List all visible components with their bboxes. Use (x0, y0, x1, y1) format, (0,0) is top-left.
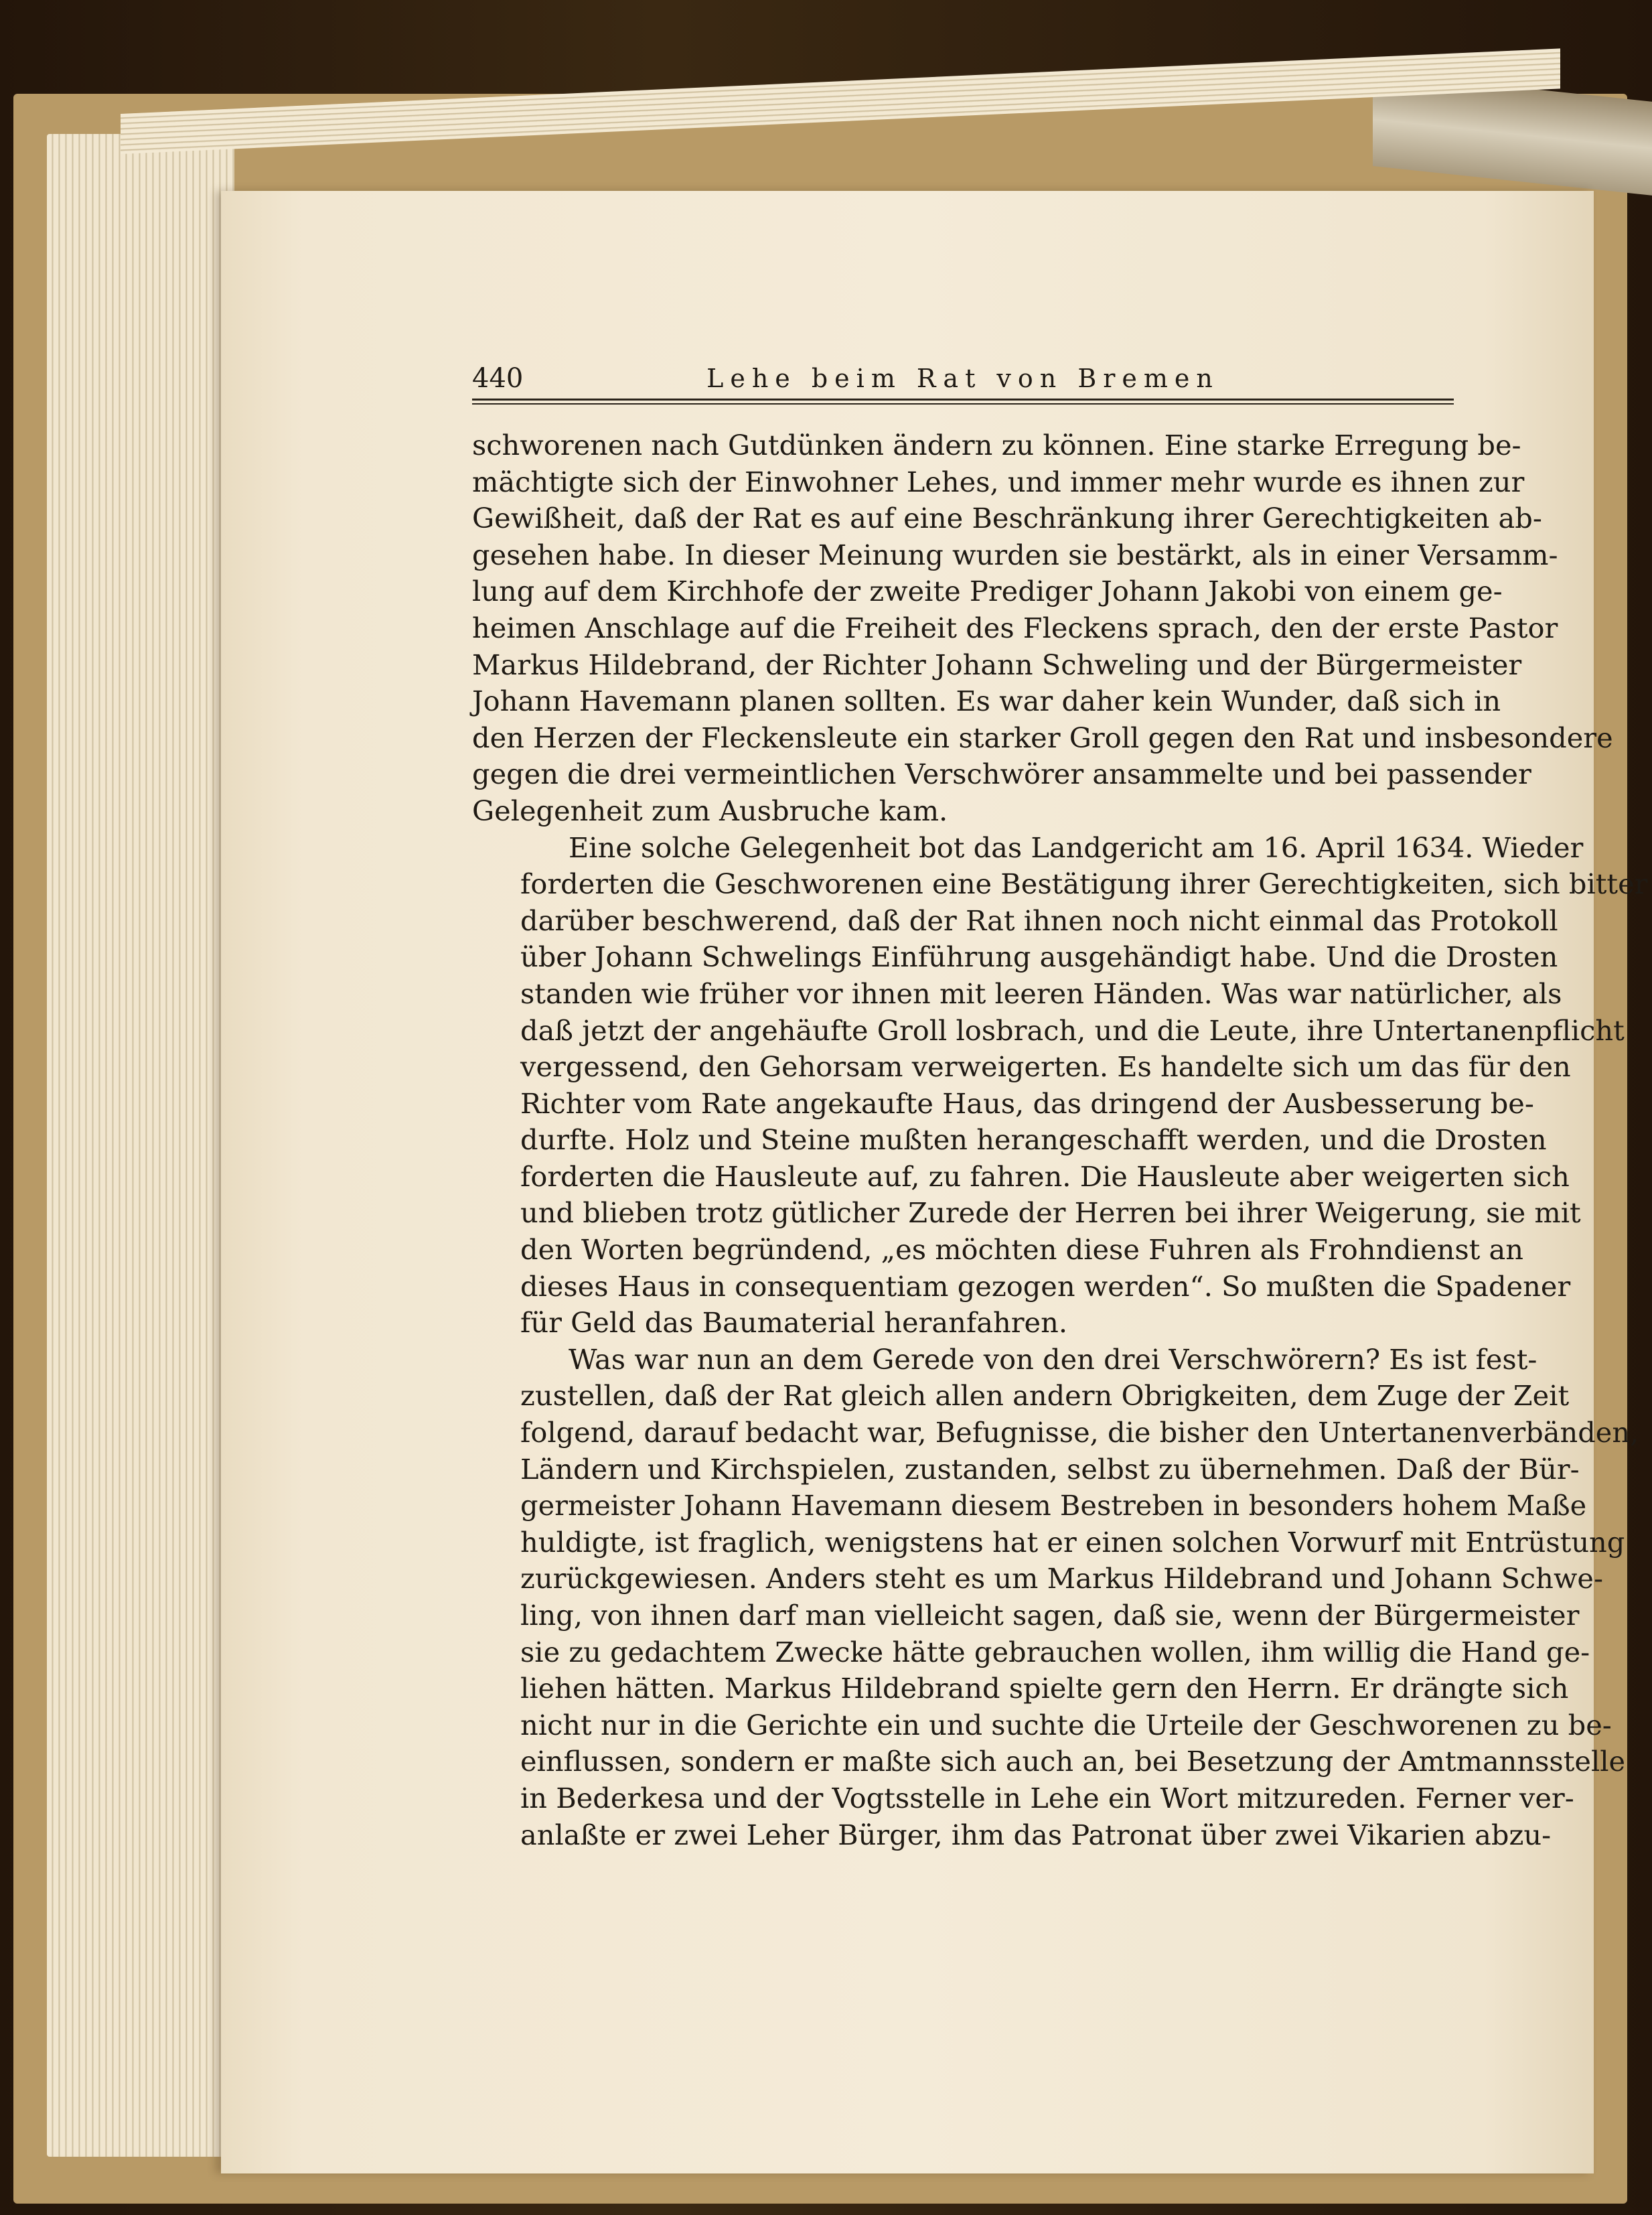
text-line: mächtigte sich der Einwohner Lehes, und immer mehr wurde es ihnen zur (472, 465, 1525, 498)
text-line: lung auf dem Kirchhofe der zweite Prediger Johann Jakobi von einem ge- (472, 575, 1503, 608)
text-line: anlaßte er zwei Leher Bürger, ihm das Patronat über zwei Vikarien abzu- (520, 1818, 1552, 1851)
text-line: Ländern und Kirchspielen, zustanden, selbst zu übernehmen. Daß der Bür- (520, 1452, 1580, 1486)
text-line: sie zu gedachtem Zwecke hätte gebrauchen wollen, ihm willig die Hand ge- (520, 1635, 1590, 1668)
text-line: huldigte, ist fraglich, wenigstens hat er einen solchen Vorwurf mit Entrüstung (520, 1525, 1625, 1559)
text-line: germeister Johann Havemann diesem Bestreben in besonders hohem Maße (520, 1489, 1587, 1522)
text-line: in Bederkesa und der Vogtsstelle in Lehe ein Wort mitzureden. Ferner ver- (520, 1781, 1574, 1814)
paragraph-3 (472, 1342, 1639, 1853)
running-title: Lehe beim Rat von Bremen (706, 364, 1219, 393)
text-line: Markus Hildebrand, der Richter Johann Schweling und der Bürgermeister (472, 648, 1522, 681)
text-line: durfte. Holz und Steine mußten herangeschafft werden, und die Drosten (520, 1123, 1547, 1157)
text-line: ling, von ihnen darf man vielleicht sagen, daß sie, wenn der Bürgermeister (520, 1599, 1580, 1632)
text-line: für Geld das Baumaterial heranfahren. (520, 1306, 1068, 1340)
text-line: folgend, darauf bedacht war, Befugnisse, die bisher den Untertanenverbänden, (520, 1416, 1639, 1449)
text-line: heimen Anschlage auf die Freiheit des Fleckens sprach, den der erste Pastor (472, 611, 1558, 644)
text-line: Was war nun an dem Gerede von den drei Verschwörern? Es ist fest- (569, 1342, 1537, 1376)
text-line: schworenen nach Gutdünken ändern zu können. Eine starke Erregung be- (472, 429, 1521, 461)
page-edges (47, 134, 234, 2157)
paragraph-2 (472, 830, 1648, 1342)
text-line: und blieben trotz gütlicher Zurede der Herren bei ihrer Weigerung, sie mit (520, 1196, 1581, 1230)
text-line: standen wie früher vor ihnen mit leeren Händen. Was war natürlicher, als (520, 977, 1562, 1010)
text-line: zurückgewiesen. Anders steht es um Markus Hildebrand und Johann Schwe- (520, 1562, 1603, 1595)
text-line: über Johann Schwelings Einführung ausgehändigt habe. Und die Drosten (520, 940, 1558, 974)
text-line: forderten die Geschworenen eine Bestätigung ihrer Gerechtigkeiten, sich bitter (520, 867, 1648, 901)
body-text (472, 427, 1648, 1853)
running-head (472, 358, 1454, 401)
text-line: nicht nur in die Gerichte ein und suchte die Urteile der Geschworenen zu be- (520, 1708, 1612, 1741)
text-line: vergessend, den Gehorsam verweigerten. Es handelte sich um das für den (520, 1050, 1571, 1084)
text-line: Eine solche Gelegenheit bot das Landgericht am 16. April 1634. Wieder (569, 831, 1584, 864)
text-line: den Herzen der Fleckensleute ein starker Groll gegen den Rat und insbesondere (472, 721, 1613, 754)
text-line: Gewißheit, daß der Rat es auf eine Beschränkung ihrer Gerechtigkeiten ab- (472, 502, 1542, 535)
page-number: 440 (472, 363, 524, 394)
text-line: Richter vom Rate angekaufte Haus, das dringend der Ausbesserung be- (520, 1086, 1534, 1120)
text-line: dieses Haus in consequentiam gezogen werden“. So mußten die Spadener (520, 1269, 1571, 1303)
text-line: einflussen, sondern er maßte sich auch an, bei Besetzung der Amtmannsstelle (520, 1745, 1626, 1778)
text-line: daß jetzt der angehäufte Groll losbrach, und die Leute, ihre Untertanenpflicht (520, 1013, 1625, 1047)
text-line: zustellen, daß der Rat gleich allen andern Obrigkeiten, dem Zuge der Zeit (520, 1379, 1570, 1413)
text-line: Johann Havemann planen sollten. Es war daher kein Wunder, daß sich in (472, 685, 1501, 718)
text-line: liehen hätten. Markus Hildebrand spielte gern den Herrn. Er drängte sich (520, 1672, 1569, 1705)
text-line: darüber beschwerend, daß der Rat ihnen noch nicht einmal das Protokoll (520, 904, 1558, 937)
paragraph-1 (472, 427, 1613, 830)
page-content (472, 358, 1648, 1853)
text-line: forderten die Hausleute auf, zu fahren. Die Hausleute aber weigerten sich (520, 1159, 1570, 1193)
text-line: den Worten begründend, „es möchten diese Fuhren als Frohndienst an (520, 1233, 1524, 1267)
text-line: gegen die drei vermeintlichen Verschwörer ansammelte und bei passender (472, 758, 1531, 791)
text-line: gesehen habe. In dieser Meinung wurden sie bestärkt, als in einer Versamm- (472, 538, 1558, 571)
text-line: Gelegenheit zum Ausbruche kam. (472, 794, 948, 827)
